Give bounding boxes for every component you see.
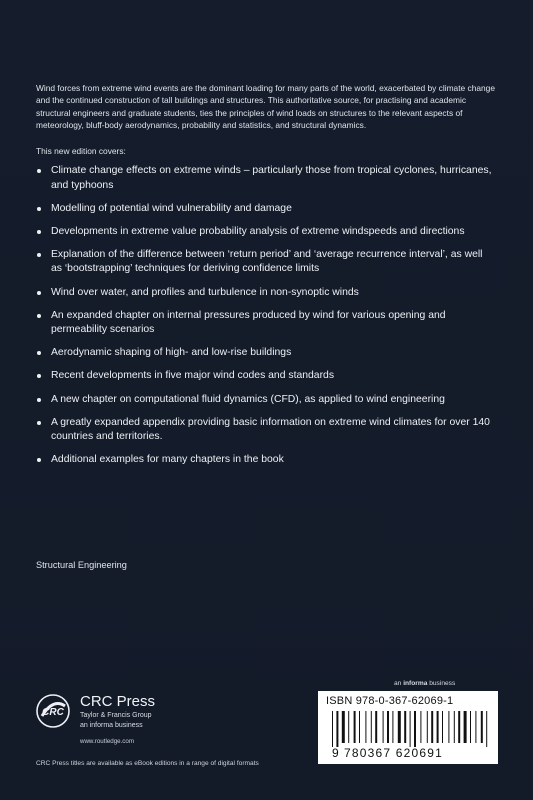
bullet-icon <box>37 351 41 355</box>
subject-category: Structural Engineering <box>36 560 127 570</box>
publisher-logo <box>36 690 196 750</box>
publisher-tagline: an informa business <box>80 722 143 729</box>
list-item: A new chapter on computational fluid dynamics (CFD), as applied to wind engineering <box>36 393 496 408</box>
bullet-icon <box>37 314 41 318</box>
list-item: Explanation of the difference between ‘return period’ and ‘average recurrence interval’, as well as ‘bootstrapping’ techniques for deriving confidence limits <box>36 248 496 277</box>
bullet-icon <box>37 458 41 462</box>
bullet-icon <box>37 253 41 257</box>
bullet-icon <box>37 398 41 402</box>
list-item: Developments in extreme value probability analysis of extreme windspeeds and directions <box>36 225 496 240</box>
isbn-text: ISBN 978-0-367-62069-1 <box>326 695 454 707</box>
barcode-first-digit: 9 <box>332 746 339 760</box>
barcode-digits: 780367 620691 <box>344 746 444 760</box>
barcode-bars <box>322 711 494 747</box>
crc-logo-icon <box>36 694 70 728</box>
bullet-icon <box>37 291 41 295</box>
list-item: Wind over water, and profiles and turbulence in non-synoptic winds <box>36 286 496 301</box>
bullet-icon <box>37 374 41 378</box>
bullet-icon <box>37 421 41 425</box>
publisher-url[interactable]: www.routledge.com <box>80 738 134 745</box>
list-item: Aerodynamic shaping of high- and low-rise buildings <box>36 346 496 361</box>
list-item: Additional examples for many chapters in the book <box>36 453 496 468</box>
list-item: Recent developments in five major wind codes and standards <box>36 369 496 384</box>
footer-note: CRC Press titles are available as eBook editions in a range of digital formats <box>36 760 259 767</box>
list-item: An expanded chapter on internal pressures produced by wind for various opening and permeability scenarios <box>36 309 496 338</box>
bullet-icon <box>37 230 41 234</box>
publisher-name: CRC Press <box>80 693 156 710</box>
bullet-icon <box>37 169 41 173</box>
list-item: Climate change effects on extreme winds – particularly those from tropical cyclones, hurricanes, and typhoons <box>36 164 496 193</box>
list-item: Modelling of potential wind vulnerability and damage <box>36 202 496 217</box>
publisher-group: Taylor & Francis Group <box>80 712 152 719</box>
svg-text:CRC: CRC <box>42 707 64 718</box>
list-item: A greatly expanded appendix providing basic information on extreme wind climates for over 140 countries and territories. <box>36 416 496 445</box>
informa-tagline: an informa business <box>394 680 456 687</box>
barcode <box>318 691 498 764</box>
covers-label: This new edition covers: <box>36 146 126 156</box>
bullet-icon <box>37 207 41 211</box>
feature-list <box>36 164 496 476</box>
intro-paragraph: Wind forces from extreme wind events are the dominant loading for many parts of the world, exacerbated by climate change and the continued construction of tall buildings and structures. This authoritative source, for practising and academic structural engineers and graduate students, ties the principles of wind loads on structures to the relevant aspects of meteorology, bluff-body aerodynamics, probability and statistics, and structural dynamics. <box>36 83 495 130</box>
